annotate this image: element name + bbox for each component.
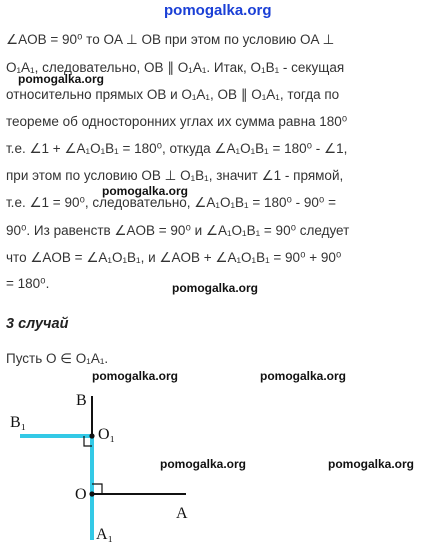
watermark: pomogalka.org bbox=[328, 457, 415, 471]
case-intro: Пусть O ∈ O₁A₁. bbox=[6, 351, 109, 366]
label-o1: O₁ bbox=[98, 426, 116, 443]
watermark: pomogalka.org bbox=[172, 281, 259, 295]
site-title[interactable]: pomogalka.org bbox=[164, 2, 272, 19]
label-a1: A₁ bbox=[96, 526, 114, 543]
geometry-figure bbox=[0, 380, 447, 557]
text-line-7: т.е. ∠1 = 90⁰, следовательно, ∠A₁O₁B₁ = 180⁰ - 90⁰ = bbox=[6, 195, 336, 210]
text-line-9: что ∠AOB = ∠A₁O₁B₁, и ∠AOB + ∠A₁O₁B₁ = 90⁰ + 90⁰ bbox=[6, 250, 342, 265]
text-line-10: = 180⁰. bbox=[6, 276, 50, 291]
point-o1 bbox=[89, 433, 94, 438]
text-line-5: т.е. ∠1 + ∠A₁O₁B₁ = 180⁰, откуда ∠A₁O₁B₁ = 180⁰ - ∠1, bbox=[6, 141, 348, 156]
text-line-4: теореме об односторонних углах их сумма равна 180⁰ bbox=[6, 114, 348, 129]
point-o bbox=[89, 491, 94, 496]
label-b1: B₁ bbox=[10, 414, 27, 431]
label-b: B bbox=[76, 392, 87, 409]
watermark: pomogalka.org bbox=[260, 369, 347, 383]
text-line-8: 90⁰. Из равенств ∠AOB = 90⁰ и ∠A₁O₁B₁ = 90⁰ следует bbox=[6, 223, 350, 238]
label-o: O bbox=[75, 486, 87, 503]
label-a: A bbox=[176, 505, 188, 522]
watermark: pomogalka.org bbox=[102, 184, 189, 198]
watermark: pomogalka.org bbox=[92, 369, 179, 383]
text-line-1: ∠AOB = 90⁰ то OA ⊥ OB при этом по условию OA ⊥ bbox=[6, 32, 335, 47]
text-line-2: O₁A₁, следовательно, OB ∥ O₁A₁. Итак, O₁B₁ - секущая bbox=[6, 60, 345, 75]
text-line-3: относительно прямых OB и O₁A₁, OB ∥ O₁A₁, тогда по bbox=[6, 87, 340, 102]
text-line-6: при этом по условию OB ⊥ O₁B₁, значит ∠1 - прямой, bbox=[6, 168, 344, 183]
watermark: pomogalka.org bbox=[18, 72, 105, 86]
case-heading: 3 случай bbox=[6, 316, 69, 332]
watermark: pomogalka.org bbox=[160, 457, 247, 471]
